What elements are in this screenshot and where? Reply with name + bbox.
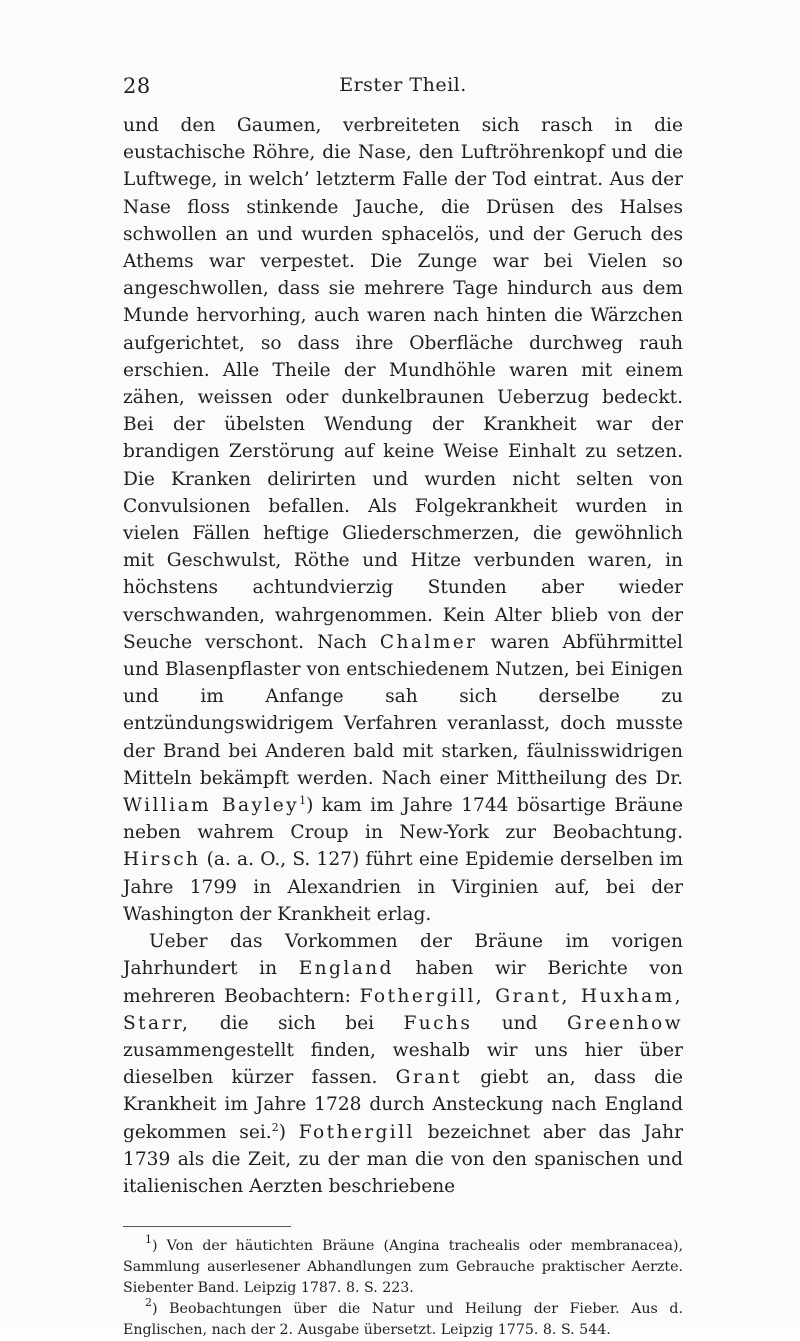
footnote-ref-2: 2 xyxy=(271,1120,279,1134)
name-fothergill: Fothergill xyxy=(298,1121,415,1143)
footnote-1-text: ) Von der häutichten Bräune (Angina trachealis oder membranacea), Sammlung auserlesener Abhandlungen zum Gebrauche praktischer Aerzte. Siebenter Band. Leipzig 1787. 8. S. 223. xyxy=(123,1238,683,1296)
footnote-2-text: ) Beobachtungen über die Natur und Heilung der Fieber. Aus d. Englischen, nach der 2. Ausgabe übersetzt. Leipzig 1775. 8. S. 544. xyxy=(123,1301,683,1338)
paragraph-2-text-a: Ueber das Vorkommen der Bräune im vorigen Jahrhundert in xyxy=(123,931,683,980)
names-observers: Fothergill, Grant, Huxham, Starr, xyxy=(123,985,683,1034)
name-chalmer: Chalmer xyxy=(379,631,478,653)
name-england: England xyxy=(298,958,394,980)
footnote-ref-1: 1 xyxy=(299,794,307,808)
paragraph-2 xyxy=(123,928,683,1200)
paragraph-2-text-c: die sich bei xyxy=(219,1012,375,1034)
paragraph-1-text-b: waren Abführmittel und Blasenpflaster von entschiedenem Nutzen, bei Einigen und im Anfange sah sich derselbe zu entzündungswidrigem Verfahren veranlasst, doch musste der Brand bei Anderen bald mit starken, fäulnisswidrigen Mitteln bekämpft werden. Nach einer Mittheilung des Dr. xyxy=(123,631,683,789)
paragraph-2-text-g: ) xyxy=(278,1121,286,1143)
name-hirsch: Hirsch xyxy=(123,849,201,871)
footnote-divider xyxy=(123,1226,291,1227)
footnote-1-mark: 1 xyxy=(145,1233,152,1246)
name-grant: Grant xyxy=(395,1067,462,1089)
paragraph-2-text-e: zusammengestellt finden, weshalb wir uns hier über dieselben kürzer fassen. xyxy=(123,1039,683,1089)
paragraph-2-text-b: haben wir Berichte von mehreren Beobachtern: xyxy=(123,958,683,1007)
paragraph-1-text-c: ) kam im Jahre 1744 bösartige Bräune neben wahrem Croup in New-York zur Beobachtung. xyxy=(123,795,683,844)
page-number: 28 xyxy=(123,74,151,98)
footnote-1 xyxy=(123,1233,683,1299)
paragraph-2-text-f: giebt an, dass die Krankheit im Jahre 1728 durch Ansteckung nach England gekommen sei. xyxy=(123,1067,683,1143)
running-head: Erster Theil. xyxy=(339,74,467,96)
body-text xyxy=(123,112,683,1200)
page-header xyxy=(123,74,683,104)
footnotes xyxy=(123,1233,683,1341)
name-william-bayley: William Bayley xyxy=(123,795,300,817)
paragraph-1 xyxy=(123,112,683,928)
name-greenhow: Greenhow xyxy=(566,1012,683,1034)
paragraph-1-text-d: (a. a. O., S. 127) führt eine Epidemie derselben im Jahre 1799 in Alexandrien in Virginien auf, bei der Washington der Krankheit erlag. xyxy=(123,849,683,925)
paragraph-1-text-a: und den Gaumen, verbreiteten sich rasch in die eustachische Röhre, die Nase, den Luftröhrenkopf und die Luftwege, in welch’ letzterm Falle der Tod eintrat. Aus der Nase floss stinkende Jauche, die Drüsen des Halses schwollen an und wurden sphacelös, und der Geruch des Athems war verpestet. Die Zunge war bei Vielen so angeschwollen, dass sie mehrere Tage hindurch aus dem Munde hervorhing, auch waren nach hinten die Wärzchen aufgerichtet, so dass ihre Oberfläche durchweg rauh erschien. Alle Theile der Mundhöhle waren mit einem zähen, weissen oder dunkelbraunen Ueberzug bedeckt. Bei der übelsten Wendung der Krankheit war der brandigen Zerstörung auf keine Weise Einhalt zu setzen. Die Kranken delirirten und wurden nicht selten von Convulsionen befallen. Als Folgekrankheit wurden in vielen Fällen heftige Gliederschmerzen, die gewöhnlich mit Geschwulst, Röthe und Hitze verbunden waren, in höchstens achtundvierzig Stunden aber wieder verschwanden, wahrgenommen. Kein Alter blieb von der Seuche verschont. Nach xyxy=(123,115,683,653)
footnote-2 xyxy=(123,1296,683,1341)
name-fuchs: Fuchs xyxy=(403,1012,473,1034)
paragraph-2-text-h: bezeichnet aber das Jahr 1739 als die Zeit, zu der man die von den spanischen und italienischen Aerzten beschriebene xyxy=(123,1121,683,1197)
footnote-2-mark: 2 xyxy=(145,1296,152,1309)
paragraph-2-text-d: und xyxy=(501,1012,538,1034)
